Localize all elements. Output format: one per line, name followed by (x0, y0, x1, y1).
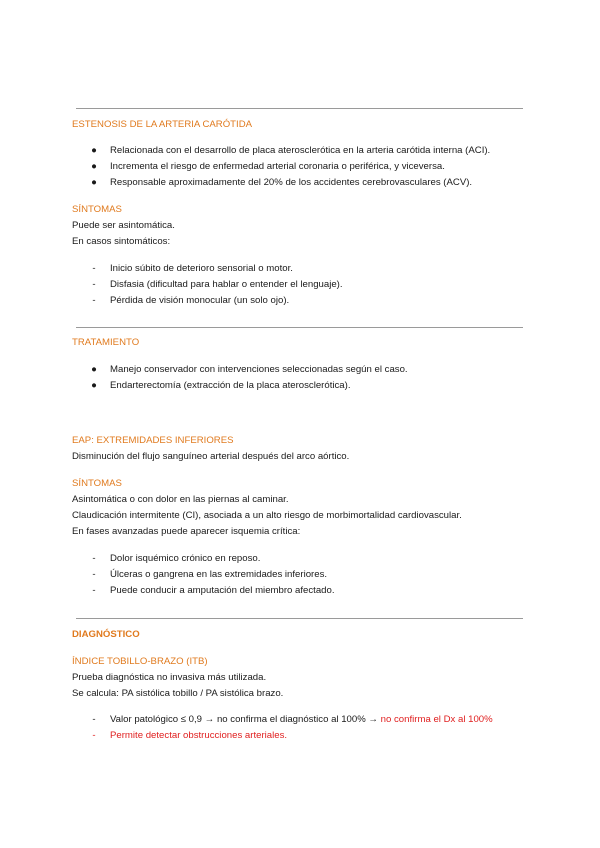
bullet-icon: ● (91, 364, 97, 375)
section-title-eap: EAP: EXTREMIDADES INFERIORES (72, 435, 234, 446)
paragraph-line: Asintomática o con dolor en las piernas al caminar. (72, 494, 289, 505)
bullet-icon: ● (91, 380, 97, 391)
dash-icon: - (92, 585, 96, 596)
section-title-diagnostico: DIAGNÓSTICO (72, 629, 140, 640)
emphasis-text: Permite detectar obstrucciones arteriales. (110, 730, 288, 741)
paragraph-line: Prueba diagnóstica no invasiva más utilizada. (72, 672, 267, 683)
paragraph-line: Puede ser asintomática. (72, 220, 175, 231)
dash-icon: - (92, 730, 96, 741)
dash-icon: - (92, 553, 96, 564)
paragraph-line: Se calcula: PA sistólica tobillo / PA sistólica brazo. (72, 688, 284, 699)
subsection-title-sintomas: SÍNTOMAS (72, 478, 122, 489)
bullet-icon: ● (91, 177, 97, 188)
section-title-carotida: ESTENOSIS DE LA ARTERIA CARÓTIDA (72, 119, 253, 130)
divider-rule (76, 108, 523, 109)
divider-rule (76, 618, 523, 619)
paragraph-line: En casos sintomáticos: (72, 236, 171, 247)
document-page: ESTENOSIS DE LA ARTERIA CARÓTIDA ● Relacionada con el desarrollo de placa aterosclerótica en la arteria carótida interna (ACI). ● Incrementa el riesgo de enfermedad arterial coronaria o periférica, y viceversa. ● Responsable aproximadamente del 20% de los accidentes cerebrovasculares (ACV). SÍNTOMAS Puede ser asintomática. En casos sintomáticos: - Inicio súbito de deterioro sensorial o motor. - Disfasia (dificultad para hablar o entender el lenguaje). - Pérdida de visión monocular (un solo ojo). TRATAMIENTO ● Manejo conservador con intervenciones seleccionadas según el caso. ● Endarterectomía (extracción de la placa aterosclerótica). EAP: EXTREMIDADES INFERIORES Disminución del flujo sanguíneo arterial después del arco aórtico. SÍNTOMAS Asintomática o con dolor en las piernas al caminar. Claudicación intermitente (CI), asociada a un alto riesgo de morbimortalidad cardiovascular. En fases avanzadas puede aparecer isquemia crítica: - Dolor isquémico crónico en reposo. - Úlceras o gangrena en las extremidades inferiores. - Puede conducir a amputación del miembro afectado. DIAGNÓSTICO ÍNDICE TOBILLO-BRAZO (ITB) Prueba diagnóstica no invasiva más utilizada. Se calcula: PA sistólica tobillo / PA sistólica brazo. - Valor patológico ≤ 0,9 → no confirma el diagnóstico al 100% → no confirma el Dx al 100% - Permite detectar obstrucciones arteriales. (0, 0, 600, 848)
dash-icon: - (92, 279, 96, 290)
dash-icon: - (92, 263, 96, 274)
subsection-title-itb: ÍNDICE TOBILLO-BRAZO (ITB) (72, 656, 208, 667)
paragraph-line: Claudicación intermitente (CI), asociada a un alto riesgo de morbimortalidad cardiovascular. (72, 510, 462, 521)
paragraph-line: En fases avanzadas puede aparecer isquemia crítica: (72, 526, 301, 537)
bullet-icon: ● (91, 161, 97, 172)
dash-icon: - (92, 569, 96, 580)
divider-rule (76, 327, 523, 328)
bullet-icon: ● (91, 145, 97, 156)
dash-icon: - (92, 295, 96, 306)
subsection-title-sintomas: SÍNTOMAS (72, 204, 122, 215)
paragraph-line: Disminución del flujo sanguíneo arterial después del arco aórtico. (72, 451, 350, 462)
dash-icon: - (92, 714, 96, 725)
emphasis-text: no confirma el Dx al 100% (380, 714, 493, 725)
section-title-tratamiento: TRATAMIENTO (72, 337, 140, 348)
